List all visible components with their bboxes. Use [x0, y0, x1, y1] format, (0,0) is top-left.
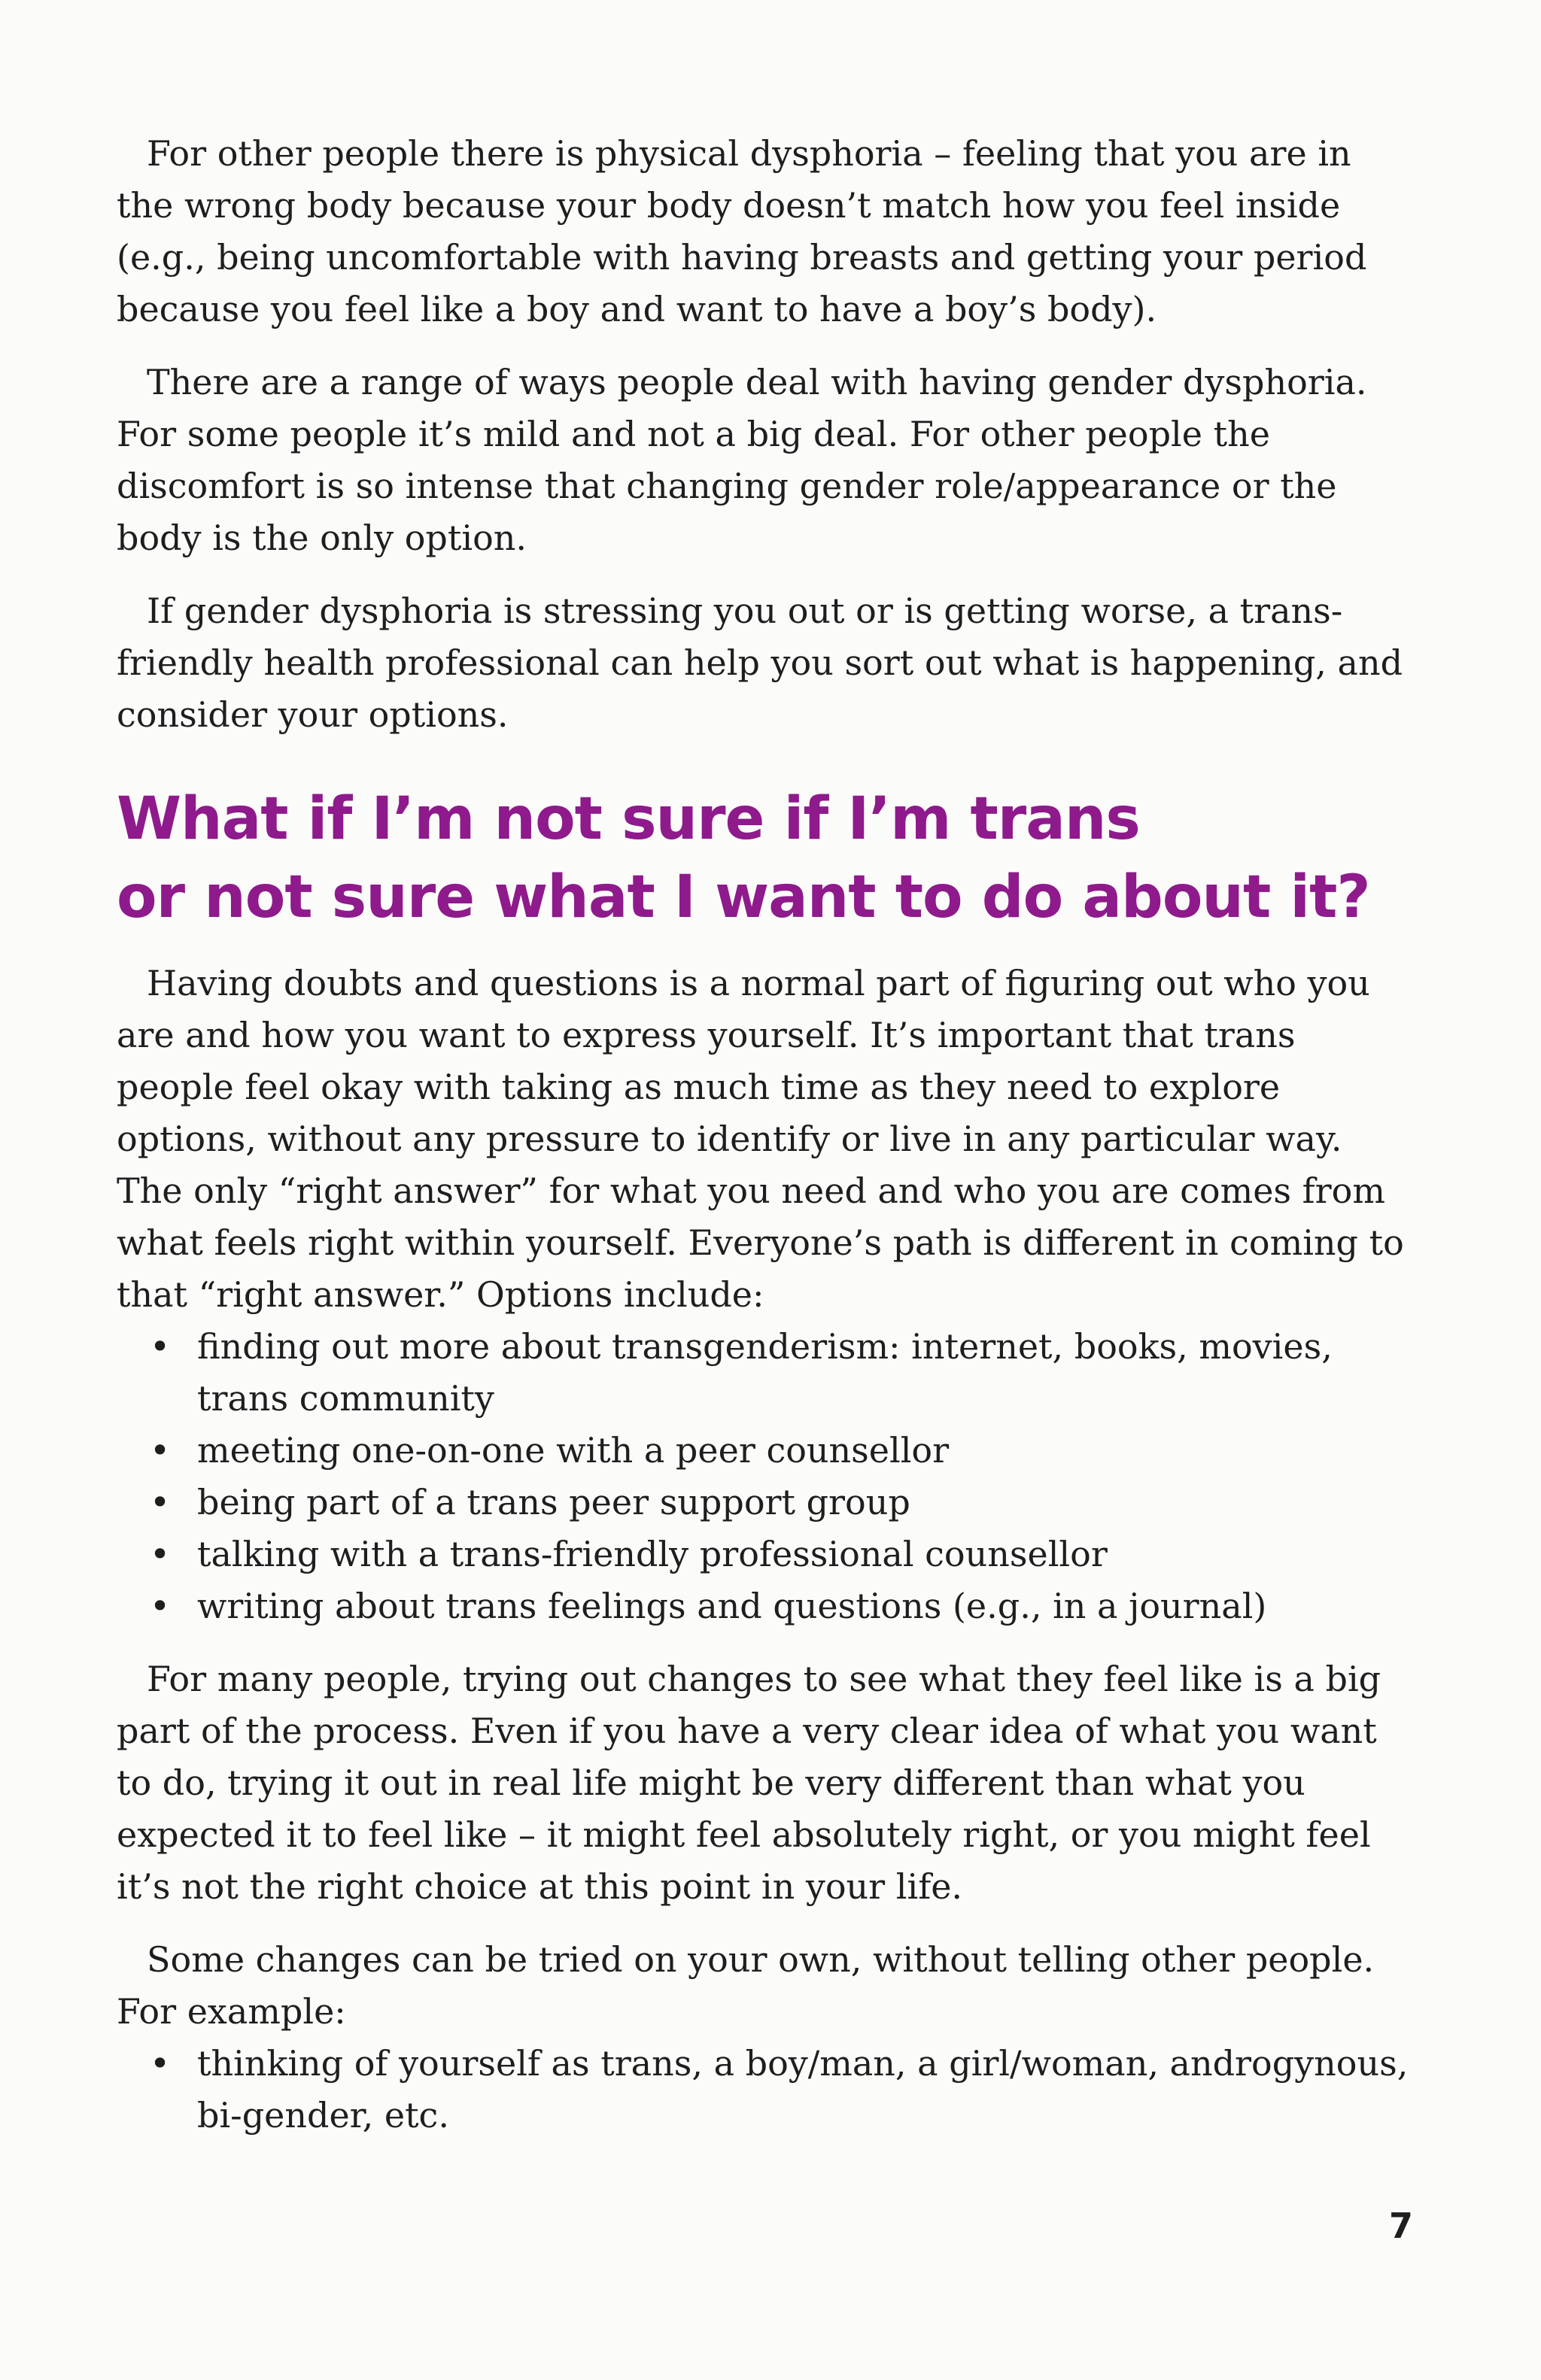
- paragraph-changes-on-your-own: Some changes can be tried on your own, without telling other people. For example:: [117, 1939, 1375, 2032]
- bullet-icon: •: [150, 1482, 171, 1522]
- section-heading-line-2: or not sure what I want to do about it?: [117, 864, 1370, 931]
- list-item-text: meeting one-on-one with a peer counsellor: [197, 1430, 950, 1471]
- list-item-text: writing about trans feelings and questions (e.g., in a journal): [197, 1586, 1267, 1626]
- list-item-text: talking with a trans-friendly professional counsellor: [197, 1534, 1108, 1574]
- bullet-icon: •: [150, 1586, 171, 1626]
- list-item: [117, 2038, 1411, 2142]
- paragraph-health-professional: If gender dysphoria is stressing you out or is getting worse, a trans-friendly health professional can help you sort out what is happening, and consider your options.: [117, 590, 1403, 735]
- section-heading-line-1: What if I’m not sure if I’m trans: [117, 785, 1140, 853]
- bullet-icon: •: [150, 1326, 171, 1367]
- section-heading: [117, 780, 1411, 937]
- list-item: [117, 1321, 1411, 1425]
- list-item: [117, 1425, 1411, 1477]
- list-item: [117, 1580, 1411, 1632]
- list-item-text: thinking of yourself as trans, a boy/man, a girl/woman, androgynous, bi-gender, etc.: [197, 2043, 1409, 2136]
- list-item-text: being part of a trans peer support group: [197, 1482, 910, 1522]
- paragraph-doubts-and-questions: Having doubts and questions is a normal part of figuring out who you are and how you want to express yourself. It’s important that trans people feel okay with taking as much time as they need to explore options, without any pressure to identify or live in any particular way. The only “right answer” for what you need and who you are comes from what feels right within yourself. Everyone’s path is different in coming to that “right answer.” Options include:: [117, 963, 1404, 1315]
- paragraph-range-of-ways: There are a range of ways people deal with having gender dysphoria. For some people it’s mild and not a big deal. For other people the discomfort is so intense that changing gender role/appearance or the body is the only option.: [117, 362, 1367, 558]
- bullet-icon: •: [150, 2043, 171, 2084]
- list-item: [117, 1528, 1411, 1580]
- options-list: [117, 1321, 1411, 1632]
- paragraph-physical-dysphoria: For other people there is physical dysphoria – feeling that you are in the wrong body because your body doesn’t match how you feel inside (e.g., being uncomfortable with having breasts and getting your period because you feel like a boy and want to have a boy’s body).: [117, 133, 1367, 329]
- bullet-icon: •: [150, 1430, 171, 1471]
- paragraph-trying-out-changes: For many people, trying out changes to see what they feel like is a big part of the process. Even if you have a very clear idea of what you want to do, trying it out in real life might be very different than what you expected it to feel like – it might feel absolutely right, or you might feel it’s not the right choice at this point in your life.: [117, 1659, 1381, 1907]
- page-content: [117, 128, 1411, 2163]
- page-number: 7: [1388, 2205, 1413, 2246]
- examples-list: [117, 2038, 1411, 2142]
- bullet-icon: •: [150, 1534, 171, 1574]
- list-item-text: finding out more about transgenderism: internet, books, movies, trans community: [197, 1326, 1333, 1419]
- list-item: [117, 1477, 1411, 1528]
